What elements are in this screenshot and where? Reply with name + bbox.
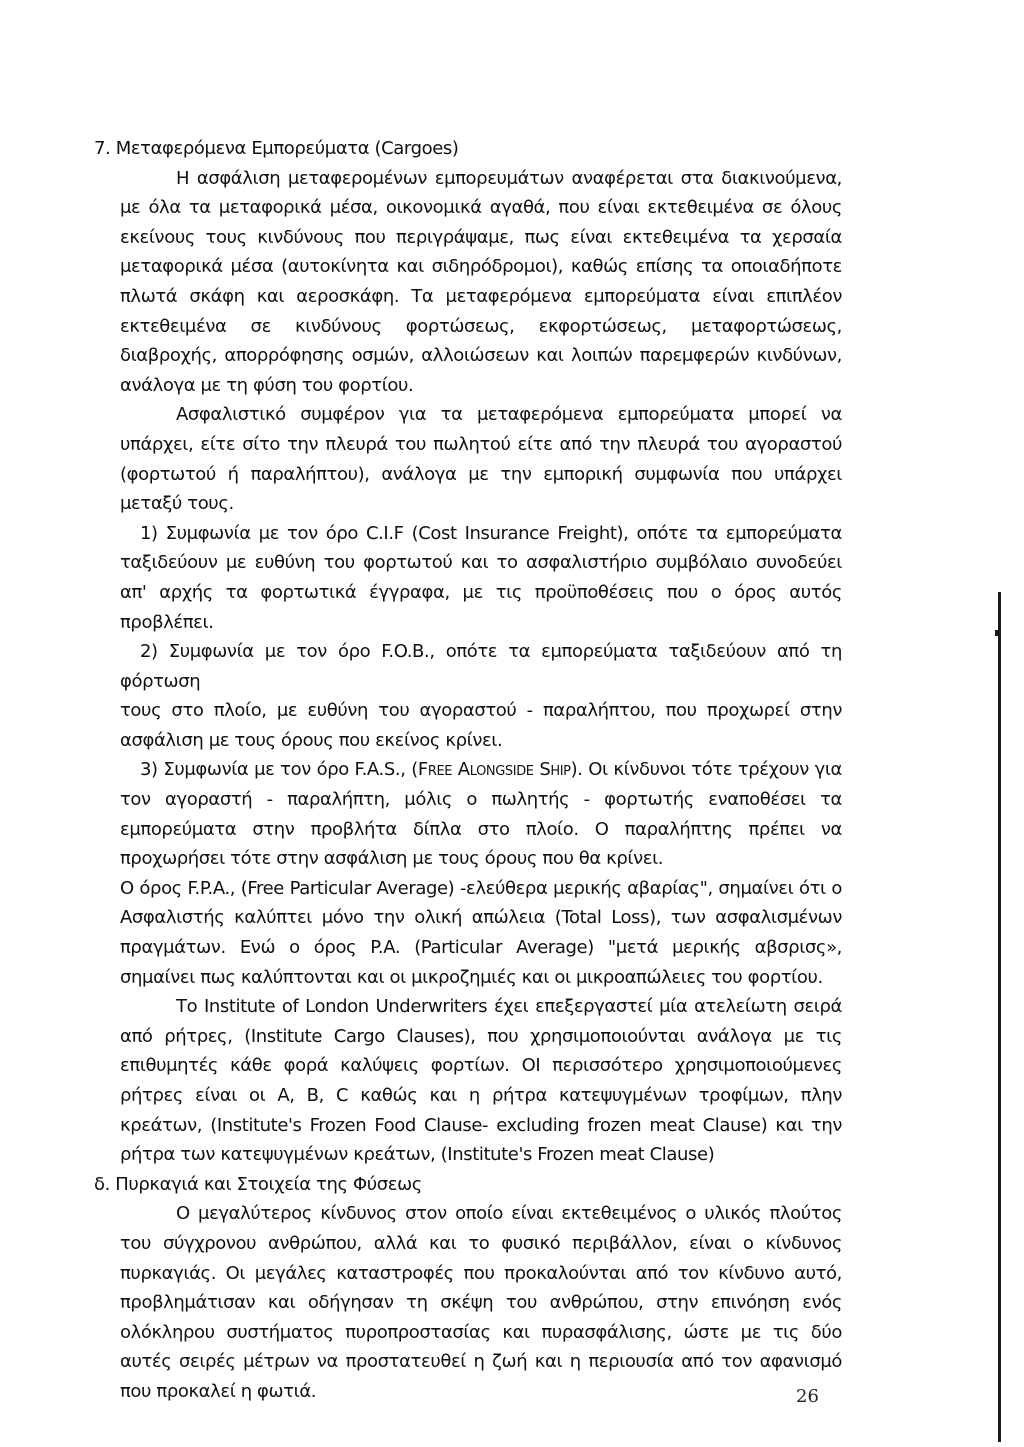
fas-term-start: 3) Συμφωνία με τον όρο F.A.S., ( [140, 759, 418, 781]
document-body [94, 134, 842, 1407]
fas-term-rest: ). Οι κίνδυνοι τότε τρέχουν για τον αγοραστή - παραλήπτη, μόλις ο πωλητής - φορτωτής εναποθέσει τα εμπορεύματα στην προβλήτα δίπλα στο πλοίο. Ο παραλήπτης πρέπει να προχωρήσει τότε στην ασφάλιση με τους όρους που θα κρίνει. [120, 759, 842, 870]
fas-term-name: Free Alongside Ship [417, 759, 571, 781]
institute-clauses-paragraph: Το Institute of London Underwriters έχει επεξεργαστεί μία ατελείωτη σειρά από ρήτρες, (Institute Cargo Clauses), που χρησιμοποιούνται ανάλογα με τις επιθυμητές κάθε φορά καλύψεις φορτίων. ΟΙ περισσότερο χρησιμοποιούμενες ρήτρες είναι οι A, B, C καθώς και η ρήτρα κατεψυγμένων τροφίμων, πλην κρεάτων, (Institute's Frozen Food Clause- excluding frozen meat Clause) και την ρήτρα των κατεψυγμένων κρεάτων, (Institute's Frozen meat Clause) [120, 996, 842, 1166]
cif-term-paragraph: 1) Συμφωνία με τον όρο C.I.F (Cost Insurance Freight), οπότε τα εμπορεύματα ταξιδεύουν με ευθύνη του φορτωτού και το ασφαλιστήριο συμβόλαιο συνοδεύει απ' αρχής τα φορτωτικά έγγραφα, με τις προϋποθέσεις που ο όρος αυτός προβλέπει. [120, 522, 842, 633]
fob-term-paragraph: 2) Συμφωνία με τον όρο F.O.B., οπότε τα εμπορεύματα ταξιδεύουν από τη φόρτωση [120, 641, 842, 692]
margin-scan-tick [995, 630, 998, 636]
section-7-heading: 7. Μεταφερόμενα Εμπορεύματα (Cargoes) [94, 138, 459, 159]
section-d-heading: δ. Πυρκαγιά και Στοιχεία της Φύσεως [94, 1173, 422, 1195]
margin-scan-line [998, 592, 1001, 1442]
page-number: 26 [796, 1386, 819, 1407]
cargo-insurance-paragraph: Η ασφάλιση μεταφερομένων εμπορευμάτων αναφέρεται στα διακινούμενα, με όλα τα μεταφορικά μέσα, οικονομικά αγαθά, που είναι εκτεθειμένα σε όλους εκείνους τους κινδύνους που περιγράψαμε, πως είναι εκτεθειμένα τα χερσαία μεταφορικά μέσα (αυτοκίνητα και σιδηρόδρομοι), καθώς επίσης τα οποιαδήποτε πλωτά σκάφη και αεροσκάφη. Τα μεταφερόμενα εμπορεύματα είναι επιπλέον εκτεθειμένα σε κινδύνους φορτώσεως, εκφορτώσεως, μεταφορτώσεως, διαβροχής, απορρόφησης οσμών, αλλοιώσεων και λοιπών παρεμφερών κινδύνων, ανάλογα με τη φύση του φορτίου. [120, 167, 842, 396]
fire-risk-paragraph: Ο μεγαλύτερος κίνδυνος στον οποίο είναι εκτεθειμένος ο υλικός πλούτος του σύγχρονου ανθρώπου, αλλά και το φυσικό περιβάλλον, είναι ο κίνδυνος πυρκαγιάς. Οι μεγάλες καταστροφές που προκαλούνται από τον κίνδυνο αυτό, προβλημάτισαν και οδήγησαν τη σκέψη του ανθρώπου, στην επινόηση ενός ολόκληρου συστήματος πυροπροστασίας και πυρασφάλισης, ώστε με τις δύο αυτές σειρές μέτρων να προστατευθεί η ζωή και η περιουσία από τον αφανισμό που προκαλεί η φωτιά. [120, 1203, 842, 1402]
fpa-term-paragraph: Ο όρος F.P.A., (Free Particular Average) -ελεύθερα μερικής αβαρίας", σημαίνει ότι ο Ασφαλιστής καλύπτει μόνο την ολική απώλεια (Total Loss), των ασφαλισμένων πραγμάτων. Ενώ ο όρος P.A. (Particular Average) "μετά μερικής αβσρισς», σημαίνει πως καλύπτονται και οι μικροζημιές και οι μικροαπώλειες του φορτίου. [120, 877, 842, 988]
insurable-interest-paragraph: Ασφαλιστικό συμφέρον για τα μεταφερόμενα εμπορεύματα μπορεί να υπάρχει, είτε σίτο την πλευρά του πωλητού είτε από την πλευρά του αγοραστού (φορτωτού ή παραλήπτου), ανάλογα με την εμπορική συμφωνία που υπάρχει μεταξύ τους. [120, 404, 842, 515]
fas-term-paragraph [120, 755, 842, 873]
fob-term-continuation: τους στο πλοίο, με ευθύνη του αγοραστού - παραλήπτου, που προχωρεί στην ασφάλιση με τους όρους που εκείνος κρίνει. [120, 700, 842, 751]
